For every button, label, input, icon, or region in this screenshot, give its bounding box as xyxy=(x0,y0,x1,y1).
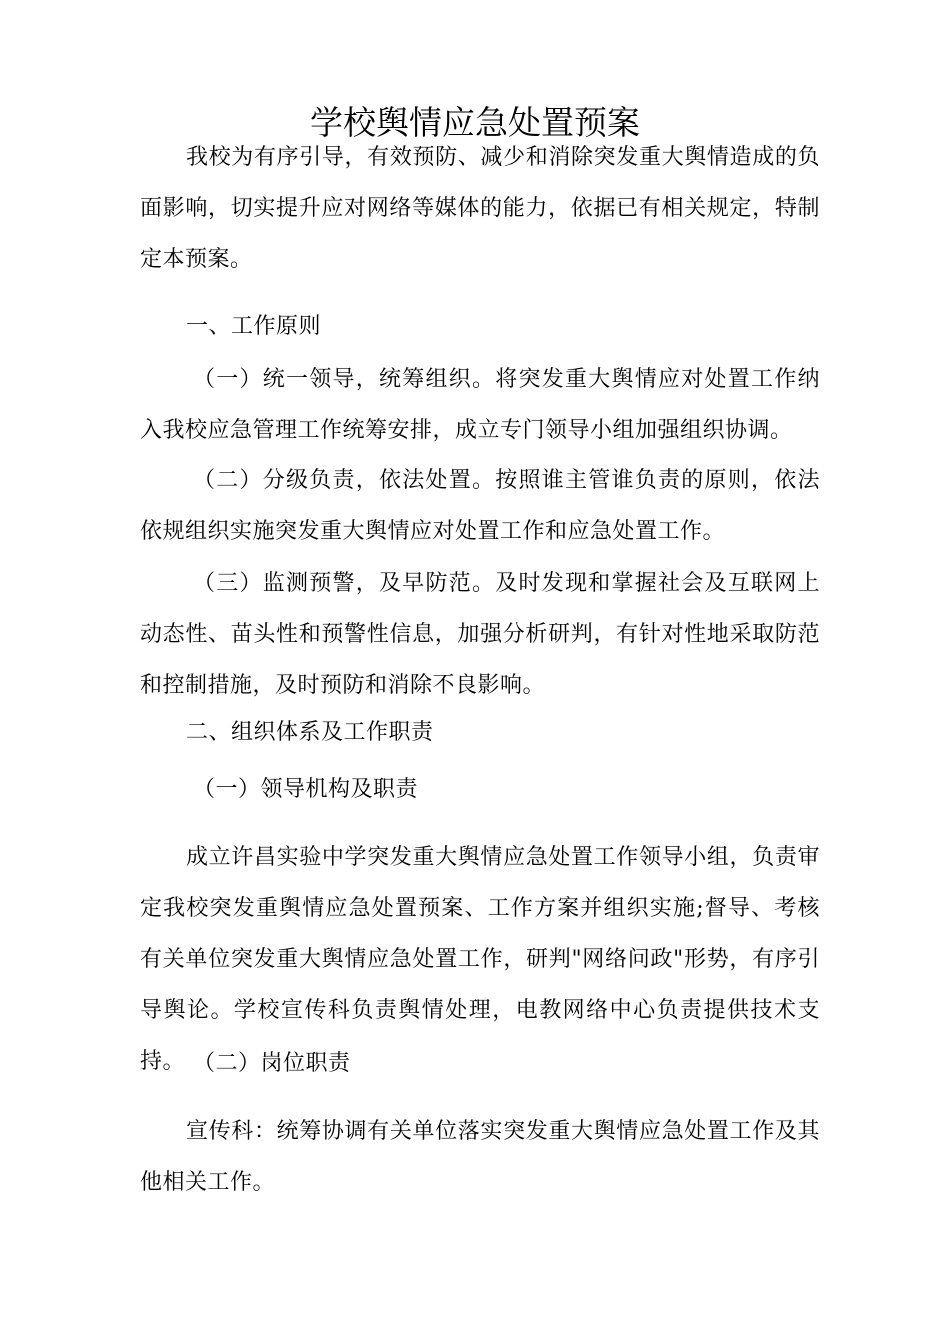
document-title: 学校舆情应急处置预案 xyxy=(310,103,640,142)
duties-paragraph: 宣传科：统筹协调有关单位落实突发重大舆情应急处置工作及其他相关工作。 xyxy=(140,1119,820,1195)
section-heading-organization: 二、组织体系及工作职责 xyxy=(186,720,434,745)
intro-paragraph: 我校为有序引导，有效预防、减少和消除突发重大舆情造成的负面影响，切实提升应对网络等媒体的能力，依据已有相关规定，特制定本预案。 xyxy=(140,145,820,272)
section-heading-principles: 一、工作原则 xyxy=(186,314,322,339)
principle-paragraph-1: （一）统一领导，统筹组织。将突发重大舆情应对处置工作纳入我校应急管理工作统筹安排，成立专门领导小组加强组织协调。 xyxy=(140,367,820,443)
leadership-paragraph: 成立许昌实验中学突发重大舆情应急处置工作领导小组，负责审定我校突发重舆情应急处置预案、工作方案并组织实施;督导、考核有关单位突发重大舆情应急处置工作，研判"网络问政"形势，有序引导舆论。学校宣传科负责舆情处理，电教网络中心负责提供技术支持。 xyxy=(140,845,820,1074)
principle-paragraph-2: （二）分级负责，依法处置。按照谁主管谁负责的原则，依法依规组织实施突发重大舆情应对处置工作和应急处置工作。 xyxy=(140,468,820,544)
subsection-heading-leadership: （一）领导机构及职责 xyxy=(193,777,419,802)
principle-paragraph-3: （三）监测预警，及早防范。及时发现和掌握社会及互联网上动态性、苗头性和预警性信息，加强分析研判，有针对性地采取防范和控制措施，及时预防和消除不良影响。 xyxy=(140,571,820,698)
subsection-heading-duties: （二）岗位职责 xyxy=(193,1051,351,1076)
